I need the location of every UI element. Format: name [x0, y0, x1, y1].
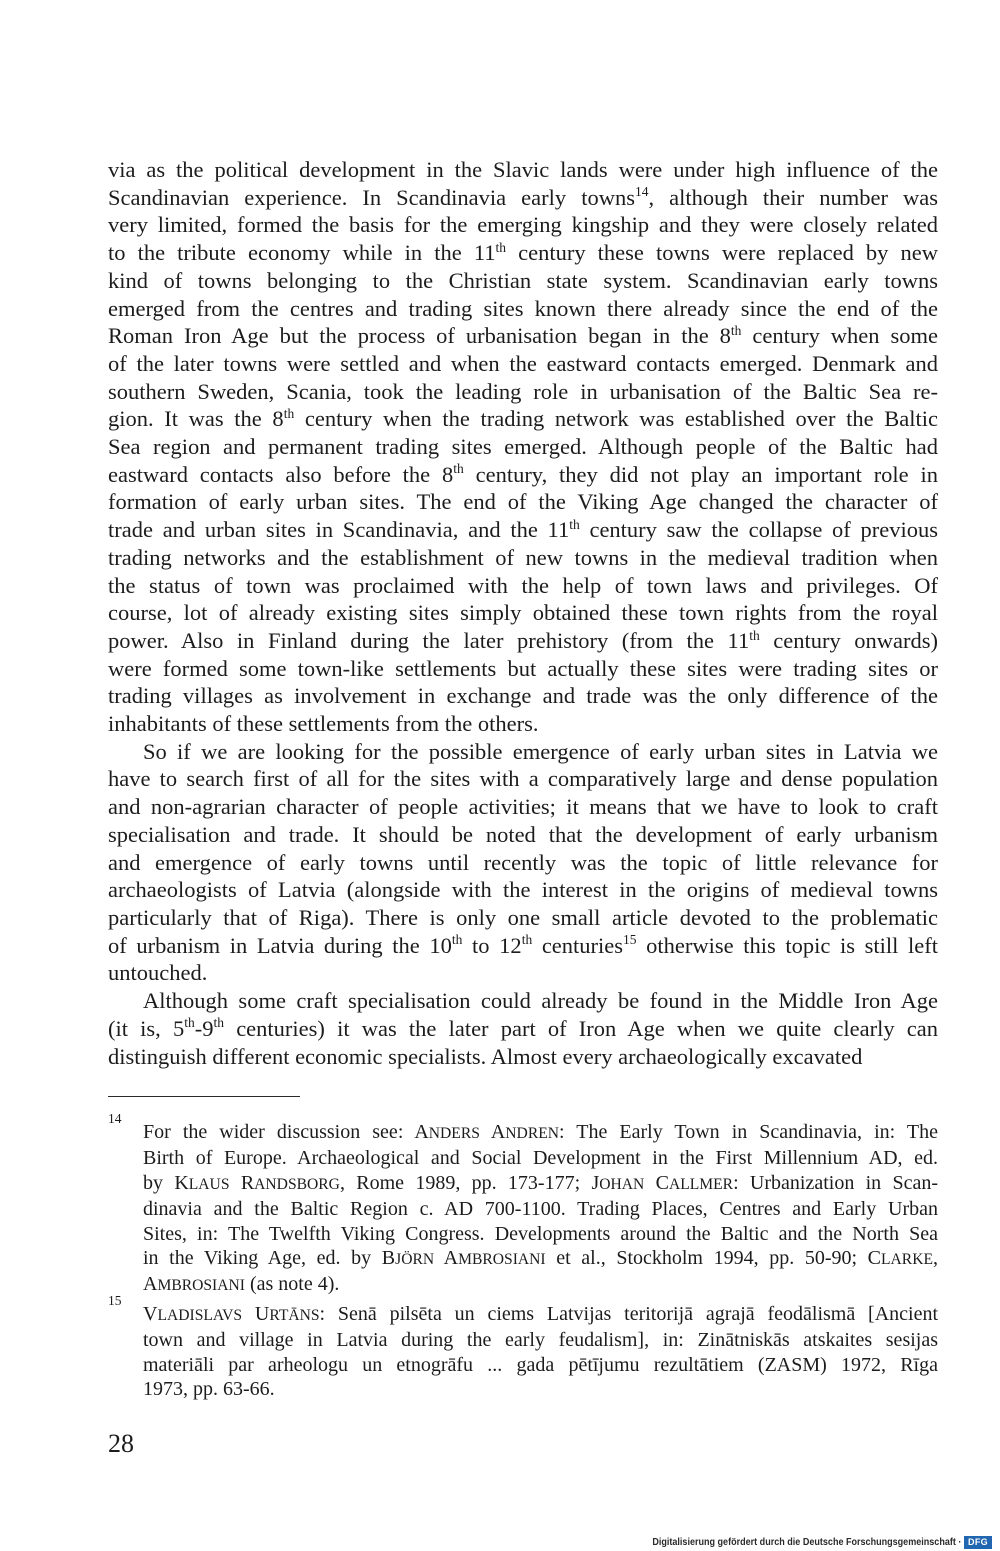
text-segment: of the later towns were settled and when the eastward contacts emerged. Denmark and: [108, 350, 938, 376]
text-line-content: [108, 822, 938, 847]
text-line-content: [108, 794, 938, 819]
text-segment: very limited, formed the basis for the emerging kingship and they were closely related: [108, 212, 938, 238]
text-line-content: [143, 1354, 938, 1376]
ordinal-superscript: th: [283, 405, 295, 421]
text-segment: course, lot of already existing sites simply obtained these town rights from the royal: [108, 600, 938, 626]
text-line-content: [143, 1198, 938, 1220]
text-segment: by: [143, 1171, 175, 1194]
footnote-reference: 15: [623, 932, 637, 948]
text-line: [108, 267, 938, 295]
text-line: [143, 1171, 938, 1197]
author-name: AMBROSIANI: [143, 1273, 245, 1296]
text-segment: and emergence of early towns until recently was the topic of little relevance for: [108, 849, 938, 875]
text-line: [108, 876, 938, 904]
text-line-content: [108, 157, 938, 182]
text-line-content: [108, 212, 938, 237]
text-segment: power. Also in Finland during the later prehistory (from the 11: [108, 627, 750, 653]
text-line-content: [108, 517, 938, 542]
author-name: JOHAN CALLMER: [591, 1171, 734, 1194]
text-segment: century onwards): [759, 627, 938, 653]
text-segment: century when some: [741, 323, 938, 349]
text-line-content: [143, 1329, 938, 1351]
text-line-content: [108, 489, 938, 514]
text-segment: were formed some town-like settlements but actually these sites were trading sites or: [108, 655, 938, 681]
text-segment: (as note 4).: [244, 1273, 340, 1296]
text-segment: : The Early Town in Scandinavia, in: The: [559, 1121, 938, 1143]
text-line-content: [108, 573, 938, 598]
text-line: [108, 544, 938, 572]
footnotes: [108, 1111, 939, 1401]
footnote: [108, 1292, 939, 1402]
text-line-content: [108, 711, 539, 736]
ordinal-superscript: th: [495, 239, 507, 255]
text-line: [108, 959, 938, 987]
text-line-content: [143, 1121, 938, 1143]
text-line: [108, 516, 938, 544]
text-line-content: [143, 1147, 938, 1169]
text-segment: century these towns were replaced by new: [506, 240, 939, 266]
text-line: [108, 488, 938, 516]
text-segment: : Senā pilsēta un ciems Latvijas teritorijā agrajā feodālismā [Ancient: [319, 1302, 939, 1325]
text-line: [108, 184, 938, 212]
text-line: [108, 765, 938, 793]
body-paragraph: [108, 156, 938, 738]
text-line-content: [143, 739, 938, 764]
ordinal-superscript: th: [521, 932, 533, 948]
text-segment: emerged from the centres and trading sites known there already since the end of the: [108, 295, 938, 321]
text-segment: centuries) it was the later part of Iron Age when we quite clearly can: [224, 1015, 938, 1041]
text-line: [108, 322, 938, 350]
text-segment: Roman Iron Age but the process of urbanisation began in the 8: [108, 323, 731, 349]
text-line: [108, 987, 938, 1015]
text-line-content: [108, 600, 938, 625]
text-line-content: [108, 656, 938, 681]
text-segment: southern Sweden, Scania, took the leading role in urbanisation of the Baltic Sea re-: [108, 378, 938, 404]
text-segment: : Urbanization in Scan-: [733, 1171, 939, 1194]
text-line-content: [108, 545, 938, 570]
text-segment: trading networks and the establishment of new towns in the medieval tradition when: [108, 544, 938, 570]
text-line-content: [108, 960, 207, 985]
text-line: [143, 1377, 938, 1401]
text-segment: dinavia and the Baltic Region c. AD 700-1100. Trading Places, Centres and Early Urban: [143, 1198, 938, 1221]
footnote: [108, 1111, 939, 1299]
text-line-content: [143, 1273, 339, 1295]
text-line-content: [108, 462, 938, 487]
text-segment: Although some craft specialisation could already be found in the Middle Iron Age: [143, 988, 938, 1014]
digitization-credit: [602, 1535, 992, 1549]
text-line: [108, 572, 938, 600]
text-segment: have to search first of all for the sites with a comparatively large and dense population: [108, 766, 938, 792]
text-line-content: [108, 1044, 862, 1069]
text-line: [143, 1197, 938, 1221]
ordinal-superscript: th: [730, 322, 742, 338]
text-segment: -9: [194, 1015, 214, 1041]
text-line-content: [143, 1303, 938, 1325]
text-segment: distinguish different economic specialists. Almost every archaeologically excavated: [108, 1043, 863, 1069]
text-line-content: [143, 1247, 938, 1269]
text-segment: archaeologists of Latvia (alongside with the interest in the origins of medieval towns: [108, 877, 938, 903]
text-line: [143, 1302, 938, 1328]
text-segment: , Rome 1989, pp. 173-177;: [339, 1171, 592, 1194]
text-segment: kind of towns belonging to the Christian state system. Scandinavian early towns: [108, 267, 938, 293]
text-line-content: [108, 351, 938, 376]
text-segment: For the wider discussion see:: [143, 1121, 415, 1143]
text-segment: inhabitants of these settlements from the others.: [108, 711, 539, 737]
text-line: [108, 793, 938, 821]
text-segment: town and village in Latvia during the early feudalism], in: Zinātniskās atskaites sesijas: [143, 1329, 938, 1352]
text-line-content: [143, 1223, 938, 1245]
text-line: [108, 682, 938, 710]
footnote-separator: [108, 1096, 300, 1097]
footnote-number: 15: [108, 1292, 122, 1308]
text-segment: So if we are looking for the possible emergence of early urban sites in Latvia we: [143, 738, 938, 764]
text-line: [108, 350, 938, 378]
text-line: [108, 932, 938, 960]
footnote-number: 14: [108, 1111, 122, 1126]
author-name: VLADISLAVS URTĀNS: [143, 1302, 320, 1325]
text-line-content: [143, 988, 938, 1013]
text-line-content: [108, 185, 938, 210]
ordinal-superscript: th: [749, 627, 760, 643]
ordinal-superscript: th: [453, 461, 464, 477]
text-line: [143, 1222, 938, 1246]
text-line-content: [108, 628, 938, 653]
text-line: [108, 599, 938, 627]
body-paragraph: [108, 987, 938, 1070]
text-line: [143, 1246, 938, 1272]
ordinal-superscript: th: [451, 932, 463, 948]
text-line: [108, 405, 938, 433]
text-segment: trade and urban sites in Scandinavia, and the 11: [108, 517, 570, 543]
text-segment: ,: [933, 1247, 938, 1270]
text-line-content: [108, 296, 938, 321]
text-segment: Sea region and permanent trading sites emerged. Although people of the Baltic had: [108, 434, 938, 460]
text-line: [143, 1272, 938, 1298]
text-segment: (it is, 5: [108, 1015, 185, 1041]
text-segment: trading villages as involvement in exchange and trade was the only difference of the: [108, 683, 938, 709]
text-line-content: [108, 323, 938, 348]
text-line-content: [108, 850, 938, 875]
author-name: BJÖRN AMBROSIANI: [381, 1247, 546, 1270]
text-segment: et al., Stockholm 1994, pp. 50-90;: [545, 1247, 868, 1270]
text-line-content: [108, 877, 938, 902]
text-line: [108, 378, 938, 406]
dfg-logo: DFG: [964, 1536, 992, 1549]
text-line: [108, 461, 938, 489]
text-segment: Birth of Europe. Archaeological and Social Development in the First Millennium AD, ed.: [143, 1147, 938, 1170]
text-line: [108, 1015, 938, 1043]
text-line-content: [108, 905, 938, 930]
text-line-content: [108, 268, 938, 293]
author-name: CLARKE: [867, 1247, 933, 1270]
text-line-content: [143, 1378, 275, 1400]
text-line-content: [108, 379, 938, 404]
text-segment: , although their number was: [648, 184, 938, 210]
text-line: [143, 1120, 938, 1146]
page-number: 28: [108, 1429, 134, 1458]
text-line: [108, 904, 938, 932]
footnote-reference: 14: [634, 184, 649, 200]
text-line-content: [108, 240, 938, 265]
credit-text: Digitalisierung gefördert durch die Deutsche Forschungsgemeinschaft ·: [651, 1536, 961, 1548]
text-line: [108, 849, 938, 877]
text-line: [108, 239, 938, 267]
body-paragraph: [108, 738, 938, 987]
text-line: [108, 710, 938, 738]
text-segment: to the tribute economy while in the 11: [108, 240, 496, 266]
author-name: KLAUS RANDSBORG: [174, 1171, 340, 1194]
text-line: [143, 1353, 938, 1377]
text-line: [143, 1146, 938, 1170]
text-line-content: [108, 1016, 938, 1041]
text-segment: century saw the collapse of previous: [579, 517, 938, 543]
text-line-content: [108, 933, 938, 958]
text-segment: otherwise this topic is still left: [636, 932, 938, 958]
text-line: [108, 295, 938, 323]
text-line: [108, 738, 938, 766]
text-line: [143, 1328, 938, 1352]
text-line: [108, 211, 938, 239]
text-segment: formation of early urban sites. The end of the Viking Age changed the character of: [108, 489, 938, 515]
text-segment: the status of town was proclaimed with the help of town laws and privileges. Of: [108, 572, 938, 598]
text-segment: and non-agrarian character of people activities; it means that we have to look to craft: [108, 794, 938, 820]
text-segment: eastward contacts also before the 8: [108, 461, 454, 487]
text-segment: gion. It was the 8: [108, 406, 284, 432]
text-line-content: [108, 406, 938, 431]
text-segment: century when the trading network was established over the Baltic: [294, 406, 938, 432]
text-segment: century, they did not play an important role in: [463, 461, 938, 487]
main-text: [108, 156, 938, 1070]
text-segment: of urbanism in Latvia during the 10: [108, 932, 452, 958]
author-name: ANDERS ANDREN: [414, 1121, 560, 1143]
text-segment: 1973, pp. 63-66.: [143, 1378, 275, 1401]
text-segment: untouched.: [108, 960, 208, 986]
text-line: [108, 156, 938, 184]
text-line: [108, 655, 938, 683]
text-segment: Scandinavian experience. In Scandinavia early towns: [108, 184, 635, 210]
text-segment: in the Viking Age, ed. by: [143, 1247, 382, 1270]
text-segment: Sites, in: The Twelfth Viking Congress. Developments around the Baltic and the North Sea: [143, 1222, 938, 1245]
text-line-content: [108, 434, 938, 459]
text-line: [108, 1043, 938, 1071]
text-line-content: [108, 766, 938, 791]
text-line: [108, 433, 938, 461]
ordinal-superscript: th: [213, 1015, 225, 1031]
ordinal-superscript: th: [184, 1015, 195, 1031]
text-segment: centuries: [532, 932, 624, 958]
text-line-content: [108, 683, 938, 708]
text-segment: specialisation and trade. It should be noted that the development of early urbanism: [108, 821, 938, 847]
text-segment: particularly that of Riga). There is only one small article devoted to the problematic: [108, 904, 938, 930]
ordinal-superscript: th: [569, 516, 580, 532]
text-line-content: [143, 1172, 938, 1194]
text-segment: via as the political development in the Slavic lands were under high influence of the: [108, 157, 938, 182]
text-segment: to 12: [462, 932, 522, 958]
text-segment: materiāli par arheologu un etnogrāfu ... gada pētījumu rezultātiem (ZASM) 1972, Rīga: [143, 1353, 938, 1376]
text-line: [108, 821, 938, 849]
text-line: [108, 627, 938, 655]
